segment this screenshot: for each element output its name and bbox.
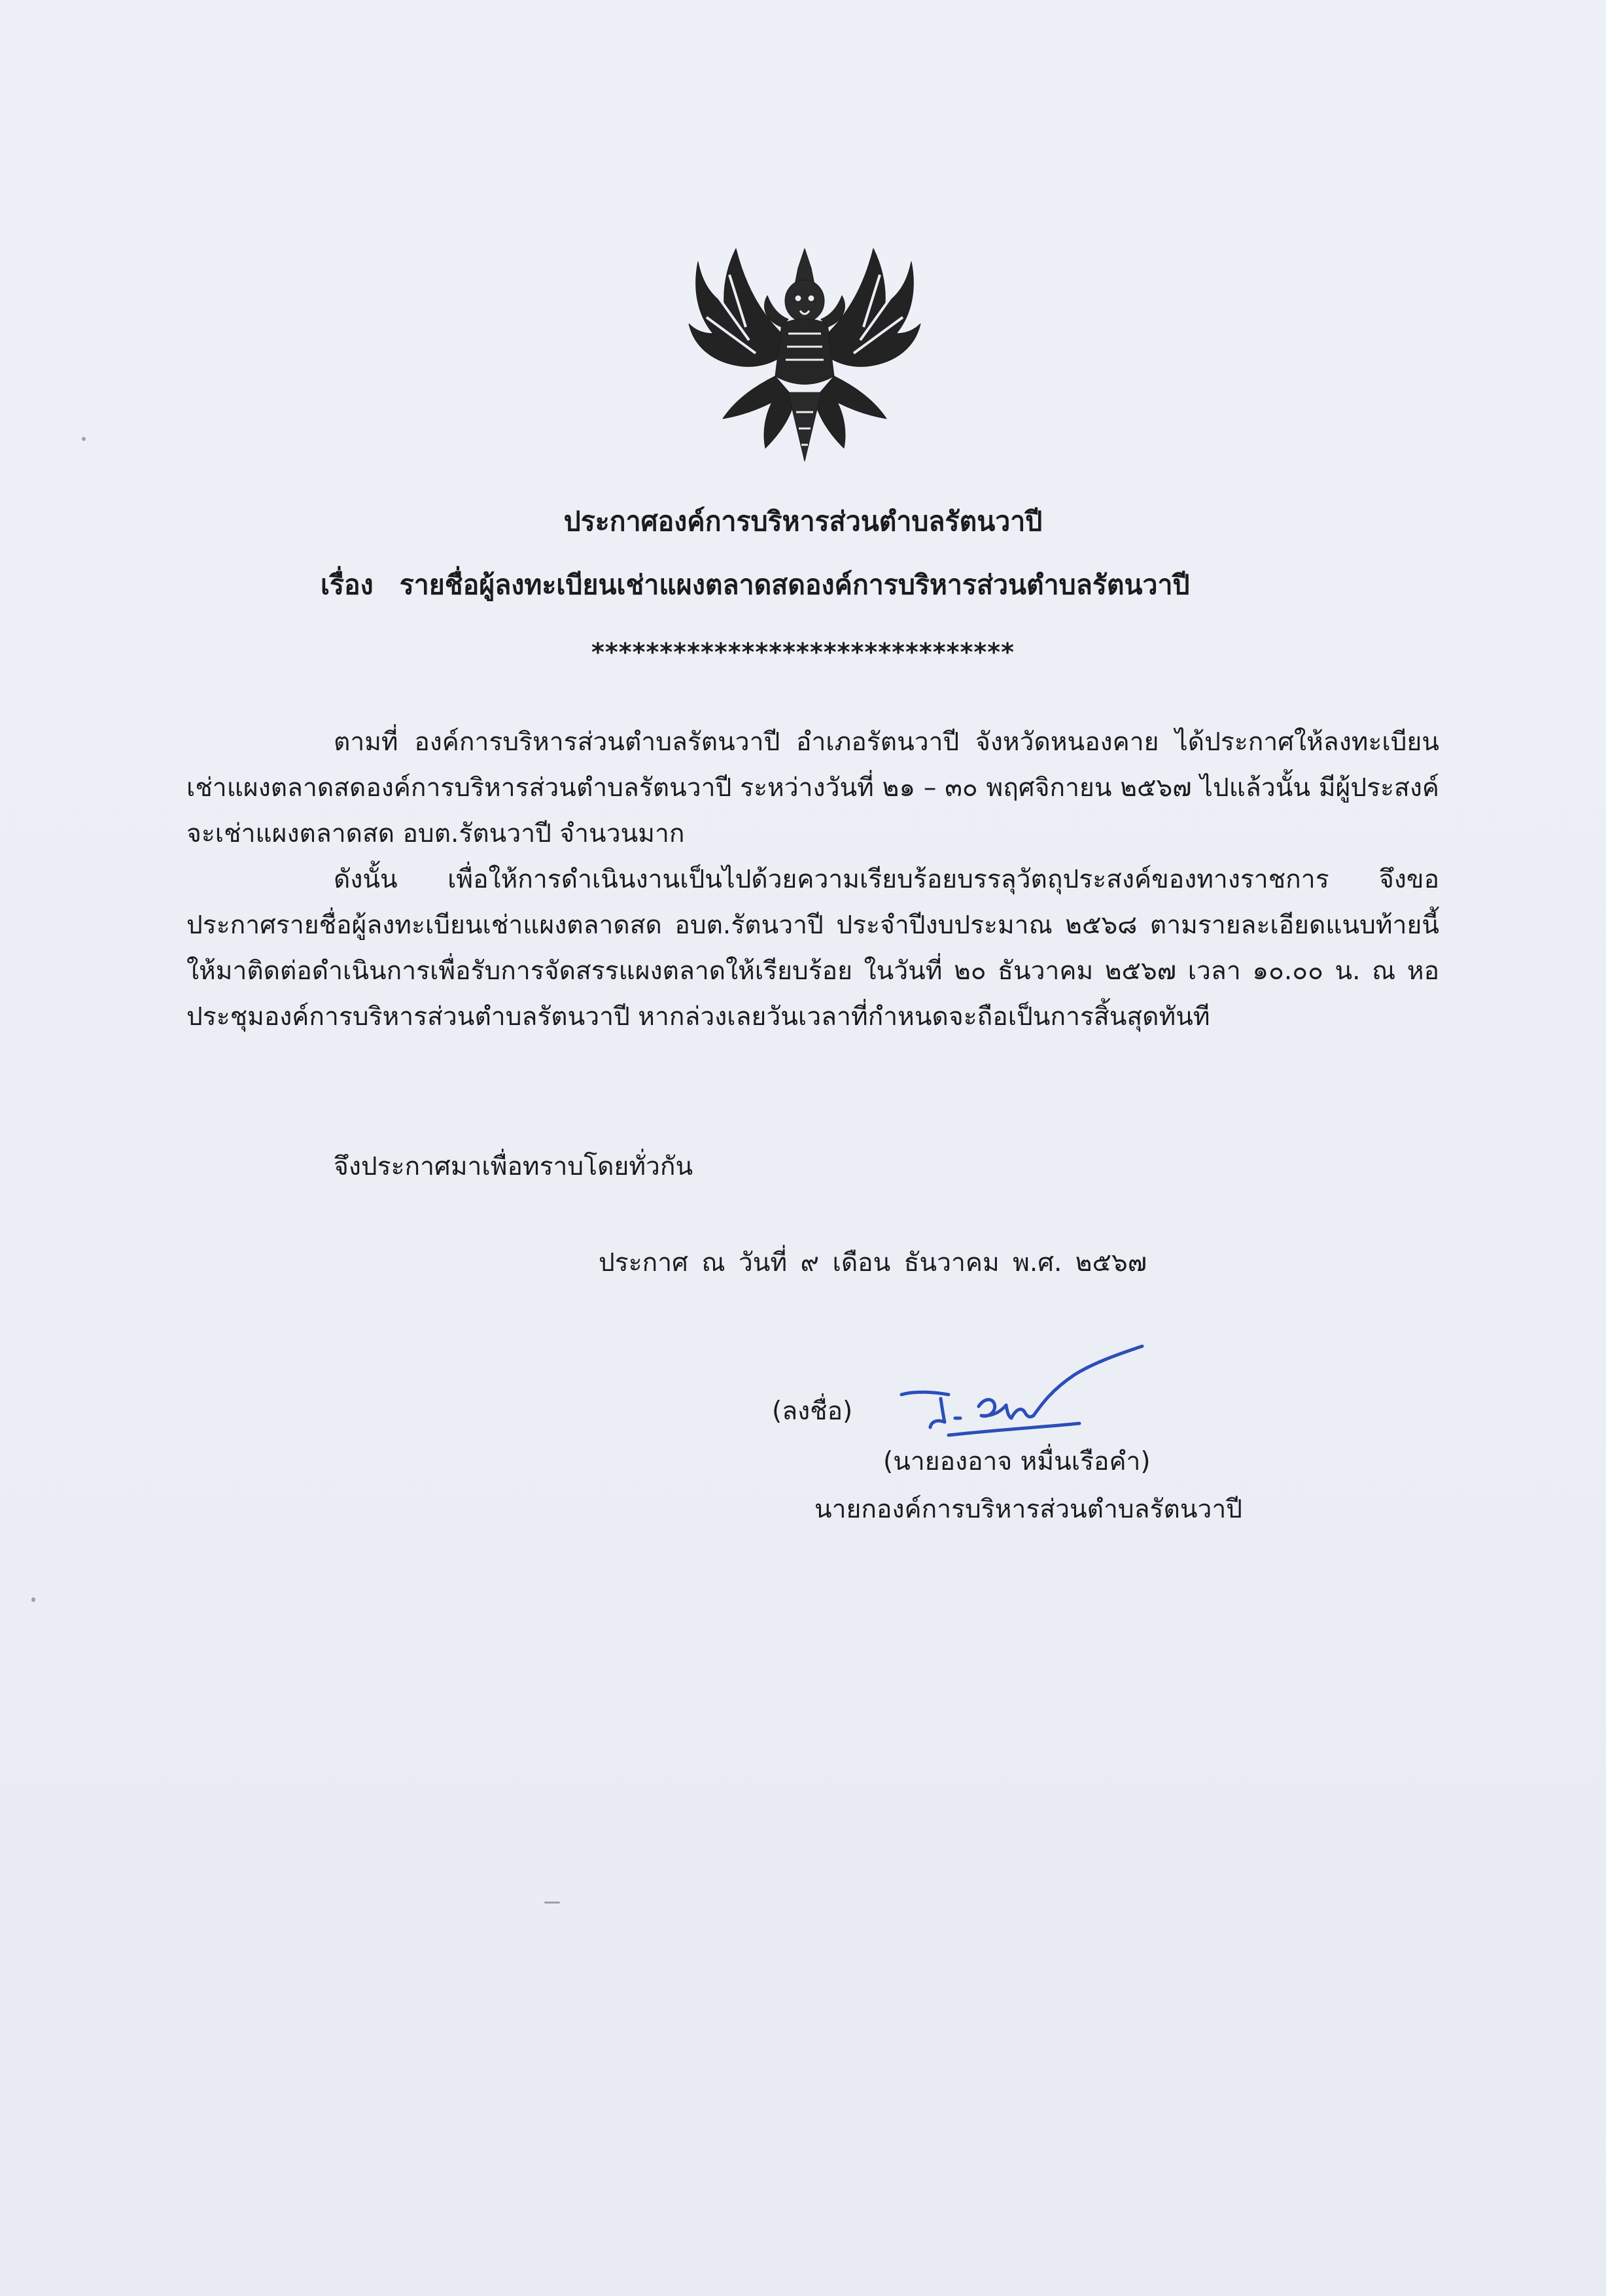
closing-statement: จึงประกาศมาเพื่อทราบโดยทั่วกัน bbox=[334, 1152, 693, 1181]
signer-position: นายกองค์การบริหารส่วนตำบลรัตนวาปี bbox=[814, 1495, 1243, 1524]
scan-speck bbox=[544, 1902, 560, 1904]
body-paragraph-1: ตามที่ องค์การบริหารส่วนตำบลรัตนวาปี อำเภอรัตนวาปี จังหวัดหนองคาย ได้ประกาศให้ลงทะเบียนเช่าแผงตลาดสดองค์การบริหารส่วนตำบลรัตนวาปี ระหว่างวันที่ ๒๑ – ๓๐ พฤศจิกายน ๒๕๖๗ ไปแล้วนั้น มีผู้ประสงค์จะเช่าแผงตลาดสด อบต.รัตนวาปี จำนวนมาก bbox=[186, 727, 1439, 848]
announcement-title: ประกาศองค์การบริหารส่วนตำบลรัตนวาปี bbox=[563, 506, 1043, 537]
signer-name: (นายองอาจ หมื่นเรือคำ) bbox=[883, 1447, 1151, 1476]
garuda-emblem-icon bbox=[684, 235, 926, 471]
announcement-date: ประกาศ ณ วันที่ ๙ เดือน ธันวาคม พ.ศ. ๒๕๖๗ bbox=[599, 1248, 1147, 1278]
subject-text: รายชื่อผู้ลงทะเบียนเช่าแผงตลาดสดองค์การบริหารส่วนตำบลรัตนวาปี bbox=[399, 569, 1190, 600]
scan-speck bbox=[31, 1597, 35, 1602]
announcement-subject bbox=[321, 565, 1190, 604]
scan-speck bbox=[82, 437, 86, 441]
signature-label: (ลงชื่อ) bbox=[772, 1397, 853, 1426]
body-paragraph-2: ดังนั้น เพื่อให้การดำเนินงานเป็นไปด้วยความเรียบร้อยบรรลุวัตถุประสงค์ของทางราชการ จึงขอประกาศรายชื่อผู้ลงทะเบียนเช่าแผงตลาดสด อบต.รัตนวาปี ประจำปีงบประมาณ ๒๕๖๘ ตามรายละเอียดแนบท้ายนี้ ให้มาติดต่อดำเนินการเพื่อรับการจัดสรรแผงตลาดให้เรียบร้อย ในวันที่ ๒๐ ธันวาคม ๒๕๖๗ เวลา ๑๐.๐๐ น. ณ หอประชุมองค์การบริหารส่วนตำบลรัตนวาปี หากล่วงเลยวันเวลาที่กำหนดจะถือเป็นการสิ้นสุดทันที bbox=[186, 865, 1439, 1032]
subject-label: เรื่อง bbox=[321, 569, 374, 600]
handwritten-signature-icon bbox=[896, 1334, 1151, 1446]
announcement-body bbox=[186, 720, 1439, 1040]
separator-line: ******************************* bbox=[591, 638, 1015, 667]
